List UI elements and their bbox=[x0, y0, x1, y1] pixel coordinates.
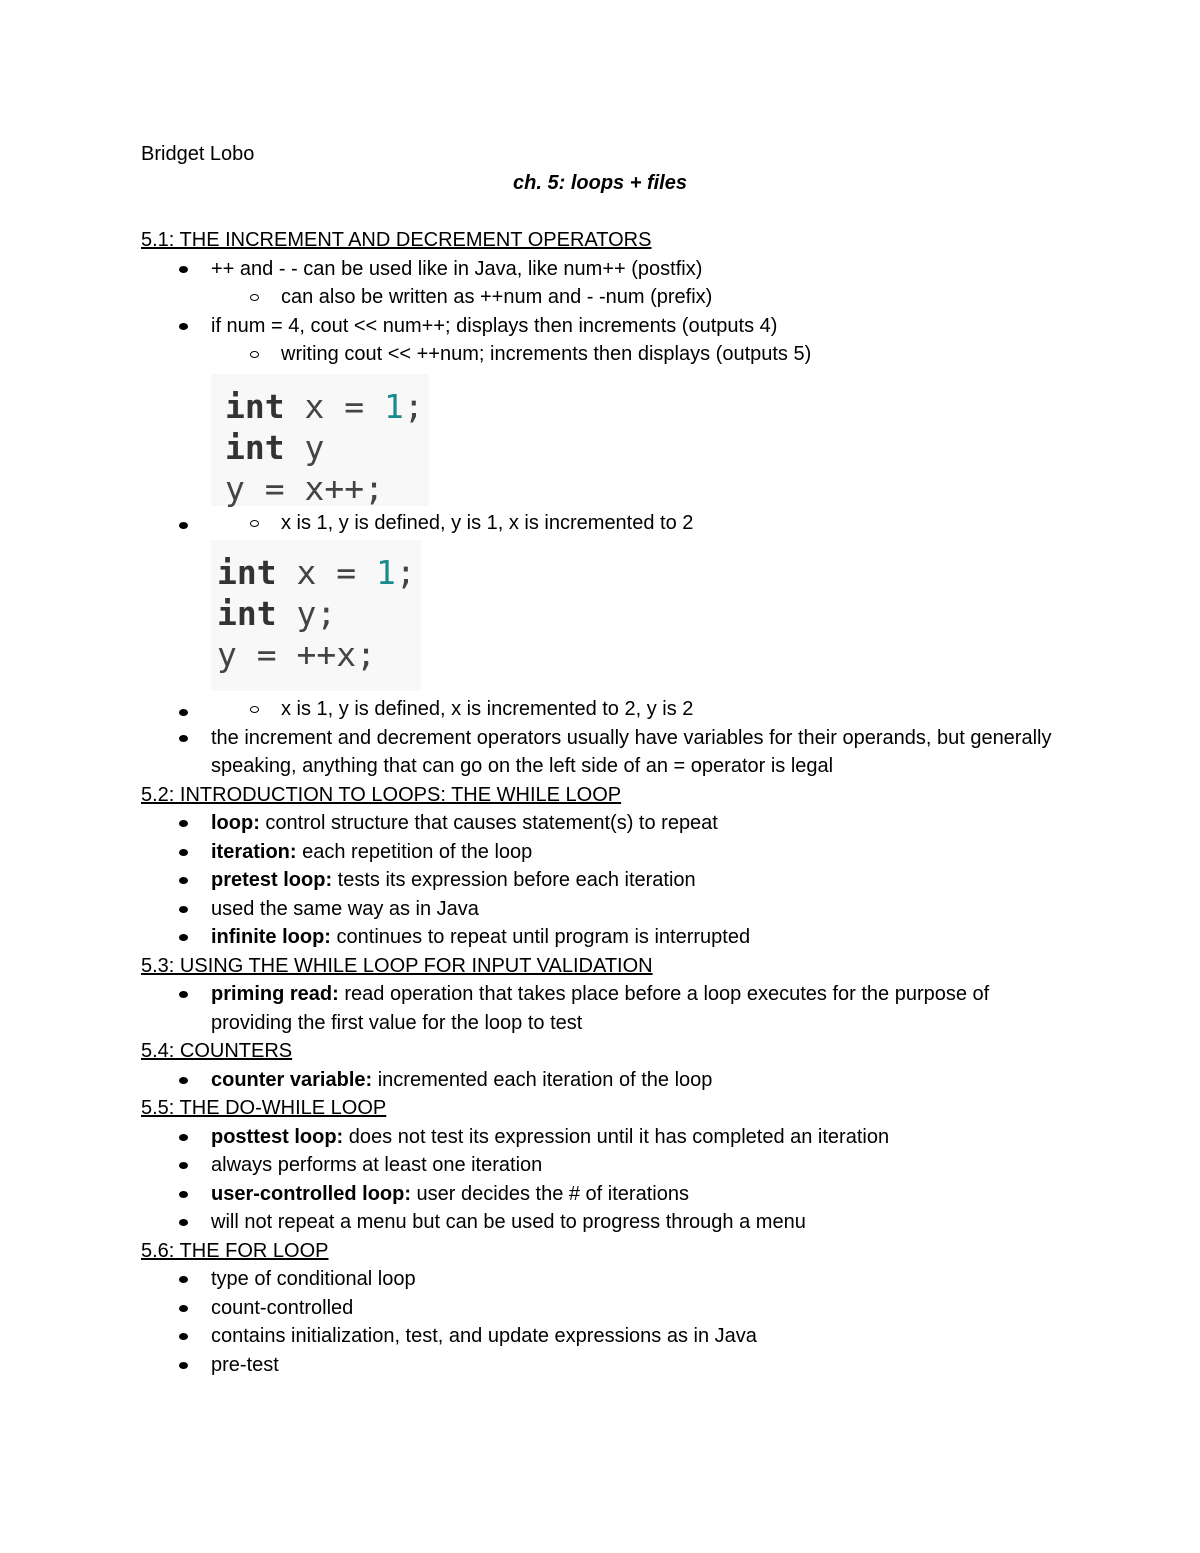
section-list-5-3 bbox=[141, 980, 1061, 1037]
list-item: contains initialization, test, and update expressions as in Java bbox=[141, 1322, 1061, 1351]
sub-list-item: can also be written as ++num and - -num (prefix) bbox=[211, 283, 1061, 312]
list-item bbox=[141, 724, 1061, 781]
list-item: used the same way as in Java bbox=[141, 895, 1061, 924]
list-item: pre-test bbox=[141, 1351, 1061, 1380]
section-heading-5-6: 5.6: THE FOR LOOP bbox=[141, 1239, 329, 1262]
list-item: iteration: each repetition of the loop bbox=[141, 838, 1061, 867]
list-item: user-controlled loop: user decides the # of iterations bbox=[141, 1180, 1061, 1209]
sub-list-item: x is 1, y is defined, y is 1, x is incremented to 2 bbox=[211, 509, 1061, 538]
list-item: type of conditional loop bbox=[141, 1265, 1061, 1294]
list-item: counter variable: incremented each iteration of the loop bbox=[141, 1066, 1061, 1095]
sub-list-item: writing cout << ++num; increments then displays (outputs 5) bbox=[211, 340, 1061, 369]
list-item: posttest loop: does not test its expression until it has completed an iteration bbox=[141, 1123, 1061, 1152]
section-list-5-5 bbox=[141, 1123, 1061, 1237]
section-list-5-2 bbox=[141, 809, 1061, 952]
section-list-5-4 bbox=[141, 1066, 1061, 1095]
code-snippet-prefix: int x = 1; int y; y = ++x; bbox=[211, 540, 421, 691]
document-title: ch. 5: loops + files bbox=[513, 172, 687, 194]
section-heading-5-2: 5.2: INTRODUCTION TO LOOPS: THE WHILE LOOP bbox=[141, 783, 622, 806]
list-item bbox=[141, 312, 1061, 369]
list-item: infinite loop: continues to repeat until program is interrupted bbox=[141, 923, 1061, 952]
list-item: will not repeat a menu but can be used to progress through a menu bbox=[141, 1208, 1061, 1237]
list-item: priming read: read operation that takes place before a loop executes for the purpose of providing the first value for the loop to test bbox=[141, 980, 1061, 1037]
section-heading-5-3: 5.3: USING THE WHILE LOOP FOR INPUT VALIDATION bbox=[141, 954, 653, 977]
list-item: pretest loop: tests its expression before each iteration bbox=[141, 866, 1061, 895]
section-list-5-6 bbox=[141, 1265, 1061, 1379]
list-item-text: ++ and - - can be used like in Java, like num++ (postfix) bbox=[211, 257, 703, 280]
section-heading-5-4: 5.4: COUNTERS bbox=[141, 1040, 293, 1062]
section-list-5-1 bbox=[141, 255, 1061, 781]
list-item: always performs at least one iteration bbox=[141, 1151, 1061, 1180]
code-image-item bbox=[141, 540, 1061, 724]
list-item-text: if num = 4, cout << num++; displays then increments (outputs 4) bbox=[211, 314, 778, 337]
section-heading-5-1: 5.1: THE INCREMENT AND DECREMENT OPERATORS bbox=[141, 229, 652, 251]
code-image-item bbox=[141, 374, 1061, 538]
list-item: count-controlled bbox=[141, 1294, 1061, 1323]
sub-list-item: x is 1, y is defined, x is incremented to 2, y is 2 bbox=[211, 695, 1061, 724]
document-body bbox=[141, 226, 1061, 1379]
section-heading-5-5: 5.5: THE DO-WHILE LOOP bbox=[141, 1097, 387, 1119]
list-item-text: the increment and decrement operators usually have variables for their operands, but generally speaking, anything that can go on the left side of an = operator is legal bbox=[211, 726, 1052, 777]
list-item: loop: control structure that causes statement(s) to repeat bbox=[141, 809, 1061, 838]
list-item bbox=[141, 255, 1061, 312]
code-snippet-postfix: int x = 1; int y y = x++; bbox=[211, 374, 429, 506]
author-name: Bridget Lobo bbox=[141, 143, 255, 165]
